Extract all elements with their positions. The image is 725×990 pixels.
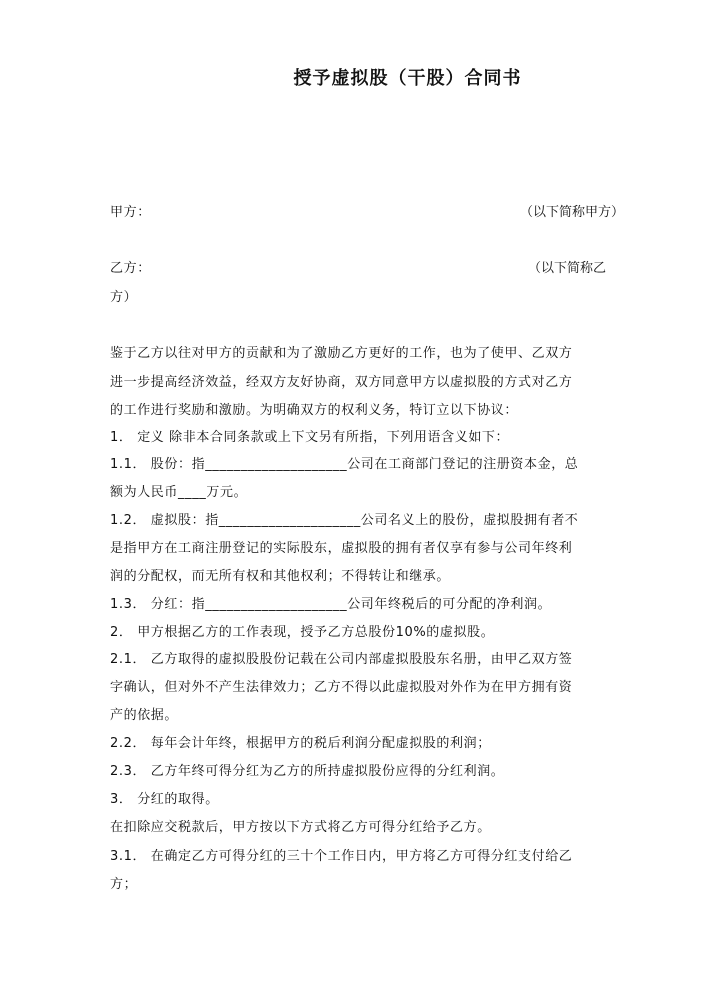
body-line: 2.3． 乙方年终可得分红为乙方的所持虚拟股份应得的分红利润。 xyxy=(110,764,505,779)
body-line: 产的依据。 xyxy=(110,708,179,723)
body-line: 2.2． 每年会计年终，根据甲方的税后利润分配虚拟股的利润； xyxy=(110,736,491,751)
body-line: 1.2． 虚拟股：指____________________公司名义上的股份，虚拟股拥有者不 xyxy=(110,513,579,528)
body-line: 在扣除应交税款后，甲方按以下方式将乙方可得分红给予乙方。 xyxy=(110,820,491,835)
body-line: 1.1． 股份：指____________________公司在工商部门登记的注册资本金，总 xyxy=(110,457,579,472)
party-a-label: 甲方： xyxy=(110,205,151,220)
body-line: 方； xyxy=(110,877,138,892)
document-title: 授予虚拟股（干股）合同书 xyxy=(293,68,522,89)
party-a-suffix: （以下简称甲方） xyxy=(520,205,625,220)
body-line: 2.1． 乙方取得的虚拟股股份记载在公司内部虚拟股股东名册，由甲乙双方签 xyxy=(110,652,573,667)
body-line: 额为人民币____万元。 xyxy=(110,485,248,500)
party-b-suffix-continued: 方） xyxy=(110,290,138,305)
body-line: 1.3． 分红：指____________________公司年终税后的可分配的净利润。 xyxy=(110,597,552,612)
party-b-suffix: （以下简称乙 xyxy=(528,261,607,276)
clause-heading: 3． 分红的取得。 xyxy=(110,792,219,807)
body-line: 3.1． 在确定乙方可得分红的三十个工作日内，甲方将乙方可得分红支付给乙 xyxy=(110,849,573,864)
party-b-label: 乙方： xyxy=(110,261,151,276)
body-line: 进一步提高经济效益，经双方友好协商，双方同意甲方以虚拟股的方式对乙方 xyxy=(110,375,573,390)
body-line: 鉴于乙方以往对甲方的贡献和为了激励乙方更好的工作，也为了使甲、乙双方 xyxy=(110,346,573,361)
body-line: 是指甲方在工商注册登记的实际股东，虚拟股的拥有者仅享有参与公司年终利 xyxy=(110,541,573,556)
clause-heading: 1． 定义 除非本合同条款或上下文另有所指，下列用语含义如下： xyxy=(110,430,510,445)
body-line: 的工作进行奖励和激励。为明确双方的权利义务，特订立以下协议： xyxy=(110,403,519,418)
body-line: 字确认，但对外不产生法律效力；乙方不得以此虚拟股对外作为在甲方拥有资 xyxy=(110,680,573,695)
clause-heading: 2． 甲方根据乙方的工作表现，授予乙方总股份10%的虚拟股。 xyxy=(110,625,495,640)
body-line: 润的分配权，而无所有权和其他权利；不得转让和继承。 xyxy=(110,569,451,584)
